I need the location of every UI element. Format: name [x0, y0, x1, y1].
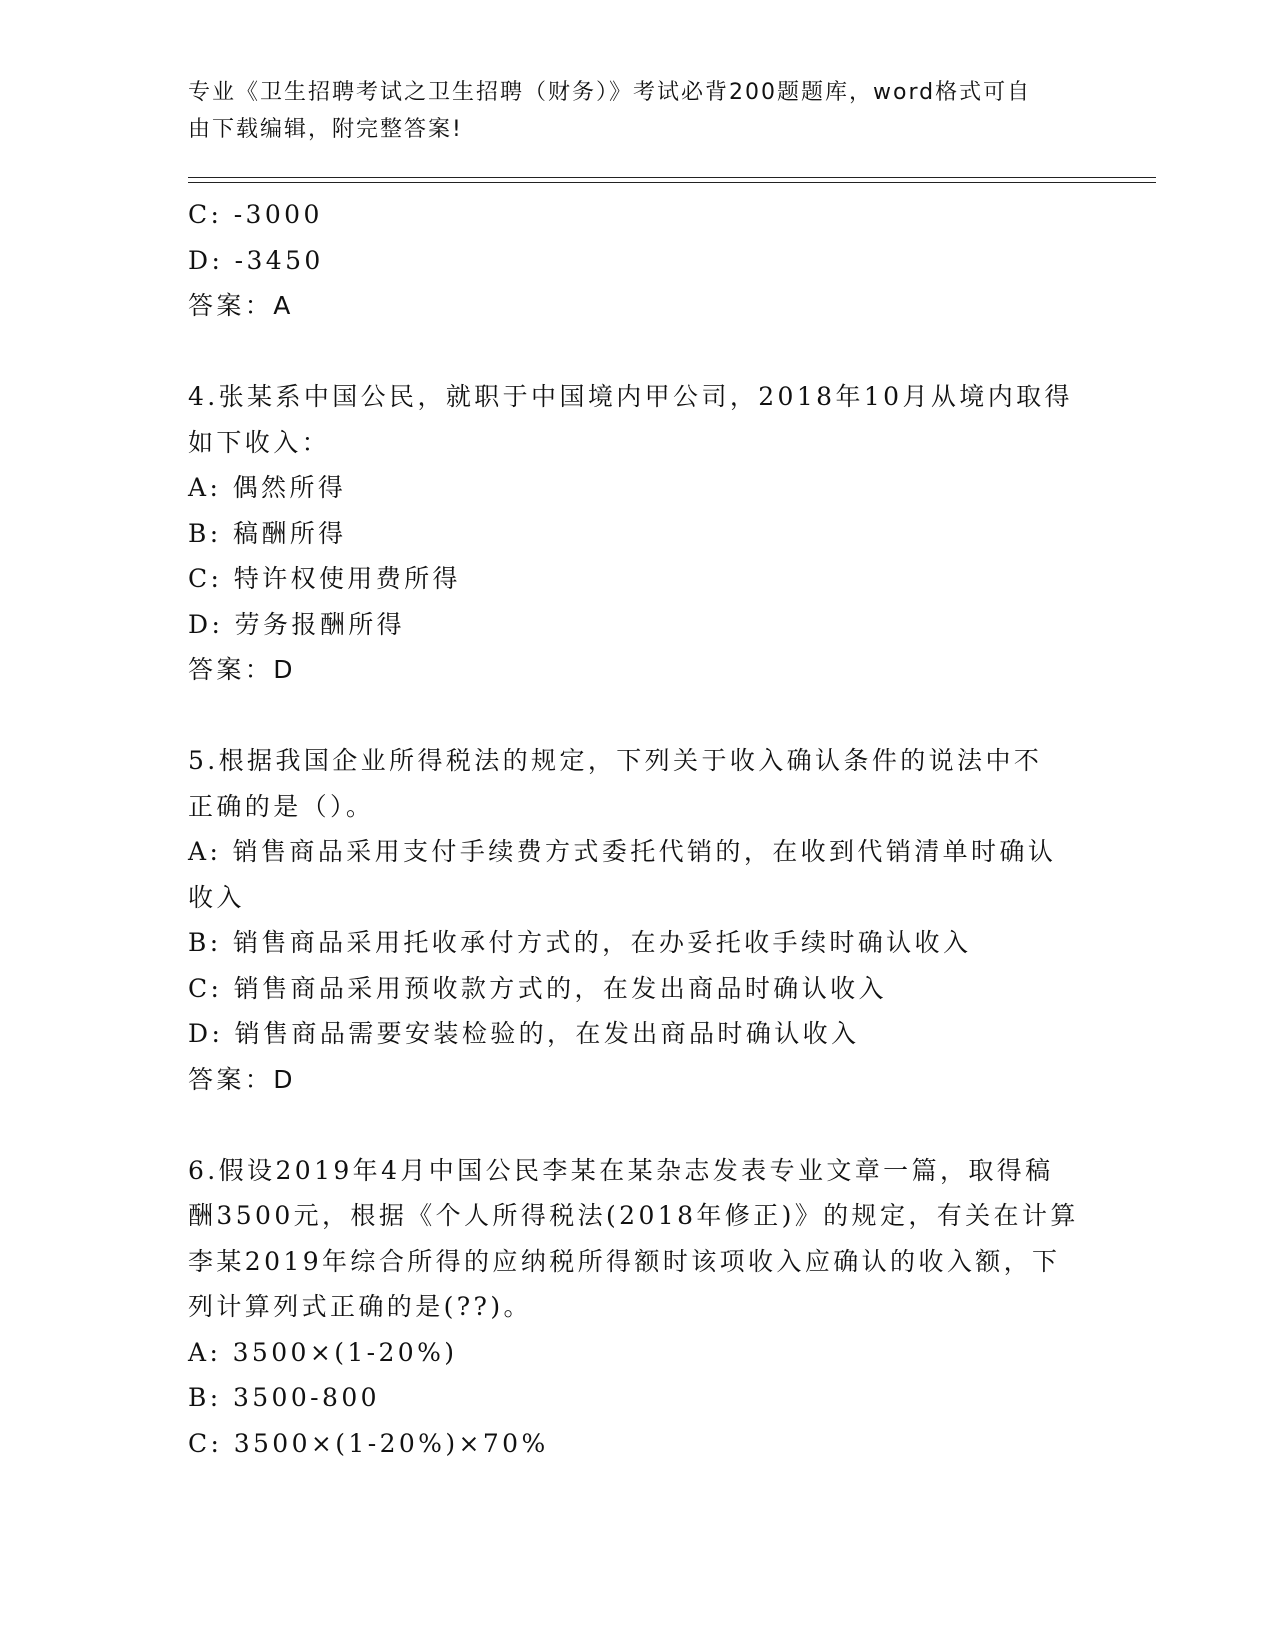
question-stem: 李某2019年综合所得的应纳税所得额时该项收入应确认的收入额，下: [188, 1246, 1061, 1276]
question-6: [188, 1148, 1088, 1467]
option-b: B: 稿酬所得: [188, 518, 347, 548]
option-c: C: 3500×(1-20%)×70%: [188, 1428, 549, 1458]
option-a-continued: 收入: [188, 882, 245, 912]
option-c: C: 销售商品采用预收款方式的，在发出商品时确认收入: [188, 973, 887, 1003]
option-d: D: 劳务报酬所得: [188, 609, 406, 639]
option-a: A: 3500×(1-20%): [188, 1337, 458, 1367]
option-b: B: 销售商品采用托收承付方式的，在办妥托收手续时确认收入: [188, 928, 972, 957]
option-a: A: 销售商品采用支付手续费方式委托代销的，在收到代销清单时确认: [188, 837, 1057, 866]
header-divider-top: [188, 177, 1156, 178]
question-5: [188, 738, 1088, 1102]
question-4: [188, 374, 1088, 693]
option-c: C: 特许权使用费所得: [188, 564, 461, 593]
spacer: [188, 329, 1088, 375]
option-d: D: 销售商品需要安装检验的，在发出商品时确认收入: [188, 1019, 860, 1048]
header-line-2: 由下载编辑，附完整答案!: [188, 117, 463, 142]
answer: 答案：D: [188, 1064, 296, 1094]
question-stem: 5.根据我国企业所得税法的规定，下列关于收入确认条件的说法中不: [188, 746, 1043, 775]
question-content: [188, 192, 1088, 1466]
question-stem: 4.张某系中国公民，就职于中国境内甲公司，2018年10月从境内取得: [188, 382, 1073, 411]
question-stem: 酬3500元，根据《个人所得税法(2018年修正)》的规定，有关在计算: [188, 1201, 1079, 1230]
question-stem: 正确的是（）。: [188, 791, 375, 821]
option-d: D: -3450: [188, 245, 324, 275]
option-b: B: 3500-800: [188, 1383, 380, 1412]
answer: 答案：A: [188, 291, 294, 320]
question-stem: 6.假设2019年4月中国公民李某在某杂志发表专业文章一篇，取得稿: [188, 1155, 1054, 1185]
answer: 答案：D: [188, 655, 296, 684]
previous-question-tail: [188, 192, 1088, 329]
question-stem: 列计算列式正确的是(??)。: [188, 1292, 532, 1321]
header-line-1: 专业《卫生招聘考试之卫生招聘（财务）》考试必背200题题库，word格式可自: [188, 80, 1032, 105]
question-stem: 如下收入：: [188, 427, 331, 457]
option-c: C: -3000: [188, 200, 323, 229]
document-header: [188, 74, 1068, 148]
spacer: [188, 1102, 1088, 1148]
option-a: A: 偶然所得: [188, 473, 347, 502]
spacer: [188, 693, 1088, 739]
header-divider-bottom: [188, 182, 1156, 183]
